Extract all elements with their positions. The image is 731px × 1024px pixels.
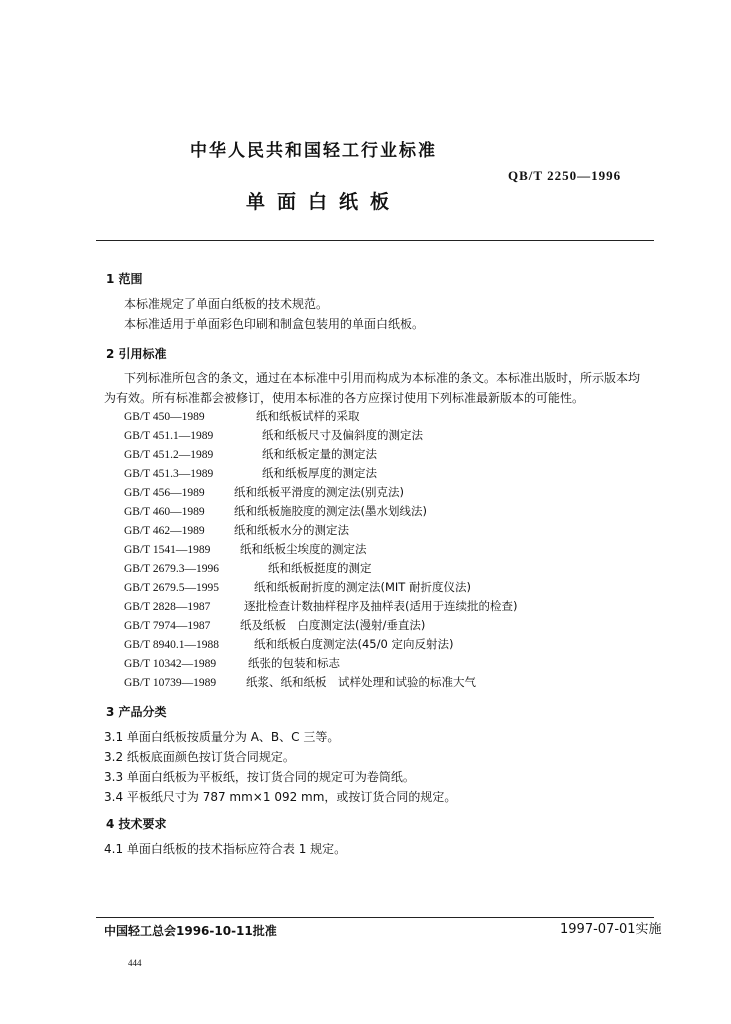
reference-code: GB/T 451.3—1989 [124,468,214,480]
reference-title: 逐批检查计数抽样程序及抽样表(适用于连续批的检查) [244,599,518,613]
section-3-item: 3.3 单面白纸板为平板纸，按订货合同的规定可为卷筒纸。 [104,770,415,784]
section-2-intro: 为有效。所有标准都会被修订，使用本标准的各方应探讨使用下列标准最新版本的可能性。 [104,391,585,405]
reference-code: GB/T 7974—1987 [124,620,211,632]
reference-item [124,560,372,576]
section-4-heading: 4 技术要求 [106,817,167,831]
reference-code: GB/T 2828—1987 [124,601,211,613]
reference-code: GB/T 462—1989 [124,525,205,537]
reference-title: 纸和纸板定量的测定法 [262,447,377,461]
reference-code: GB/T 2679.3—1996 [124,563,219,575]
reference-item [124,579,471,595]
reference-title: 纸和纸板厚度的测定法 [262,466,377,480]
reference-code: GB/T 451.1—1989 [124,430,214,442]
reference-item [124,636,453,652]
reference-item [124,655,340,671]
section-1-paragraph: 本标准规定了单面白纸板的技术规范。 [124,297,329,311]
reference-code: GB/T 1541—1989 [124,544,211,556]
reference-item [124,408,360,424]
reference-title: 纸和纸板平滑度的测定法(别克法) [234,485,404,499]
reference-code: GB/T 2679.5—1995 [124,582,219,594]
reference-code: GB/T 8940.1—1988 [124,639,219,651]
org-title: 中华人民共和国轻工行业标准 [190,141,437,161]
reference-code: GB/T 460—1989 [124,506,205,518]
header-divider [96,240,654,241]
page-number: 444 [128,958,142,968]
reference-title: 纸和纸板白度测定法(45/0 定向反射法) [254,637,454,651]
reference-title: 纸和纸板水分的测定法 [234,523,349,537]
reference-code: GB/T 10739—1989 [124,677,217,689]
section-3-item: 3.1 单面白纸板按质量分为 A、B、C 三等。 [104,730,340,744]
reference-title: 纸和纸板试样的采取 [256,409,360,423]
section-2-intro: 下列标准所包含的条文，通过在本标准中引用而构成为本标准的条文。本标准出版时，所示版本均 [124,371,641,385]
section-1-paragraph: 本标准适用于单面彩色印刷和制盒包装用的单面白纸板。 [124,317,425,331]
section-4-item: 4.1 单面白纸板的技术指标应符合表 1 规定。 [104,842,347,856]
reference-title: 纸和纸板挺度的测定 [268,561,372,575]
reference-code: GB/T 456—1989 [124,487,205,499]
reference-title: 纸和纸板尺寸及偏斜度的测定法 [262,428,423,442]
reference-title: 纸及纸板 白度测定法(漫射/垂直法) [240,618,426,632]
reference-code: GB/T 10342—1989 [124,658,217,670]
reference-item [124,503,427,519]
section-3-heading: 3 产品分类 [106,705,167,719]
reference-item [124,674,476,690]
reference-item [124,541,367,557]
reference-item [124,446,377,462]
reference-title: 纸和纸板耐折度的测定法(MIT 耐折度仪法) [254,580,471,594]
reference-item [124,484,404,500]
reference-item [124,598,517,614]
reference-item [124,427,423,443]
reference-title: 纸和纸板尘埃度的测定法 [240,542,367,556]
reference-title: 纸张的包装和标志 [248,656,340,670]
reference-title: 纸和纸板施胶度的测定法(墨水划线法) [234,504,427,518]
reference-title: 纸浆、纸和纸板 试样处理和试验的标准大气 [246,675,476,689]
doc-title: 单面白纸板 [246,191,402,213]
section-2-heading: 2 引用标准 [106,347,167,361]
reference-item [124,465,377,481]
approval-line: 中国轻工总会1996-10-11批准 [104,924,277,938]
reference-item [124,522,349,538]
reference-code: GB/T 451.2—1989 [124,449,214,461]
section-3-item: 3.4 平板纸尺寸为 787 mm×1 092 mm，或按订货合同的规定。 [104,790,457,804]
reference-item [124,617,425,633]
section-1-heading: 1 范围 [106,272,143,286]
implementation-date: 1997-07-01实施 [560,922,662,937]
standard-number: QB/T 2250—1996 [508,168,622,183]
reference-code: GB/T 450—1989 [124,411,205,423]
section-3-item: 3.2 纸板底面颜色按订货合同规定。 [104,750,295,764]
